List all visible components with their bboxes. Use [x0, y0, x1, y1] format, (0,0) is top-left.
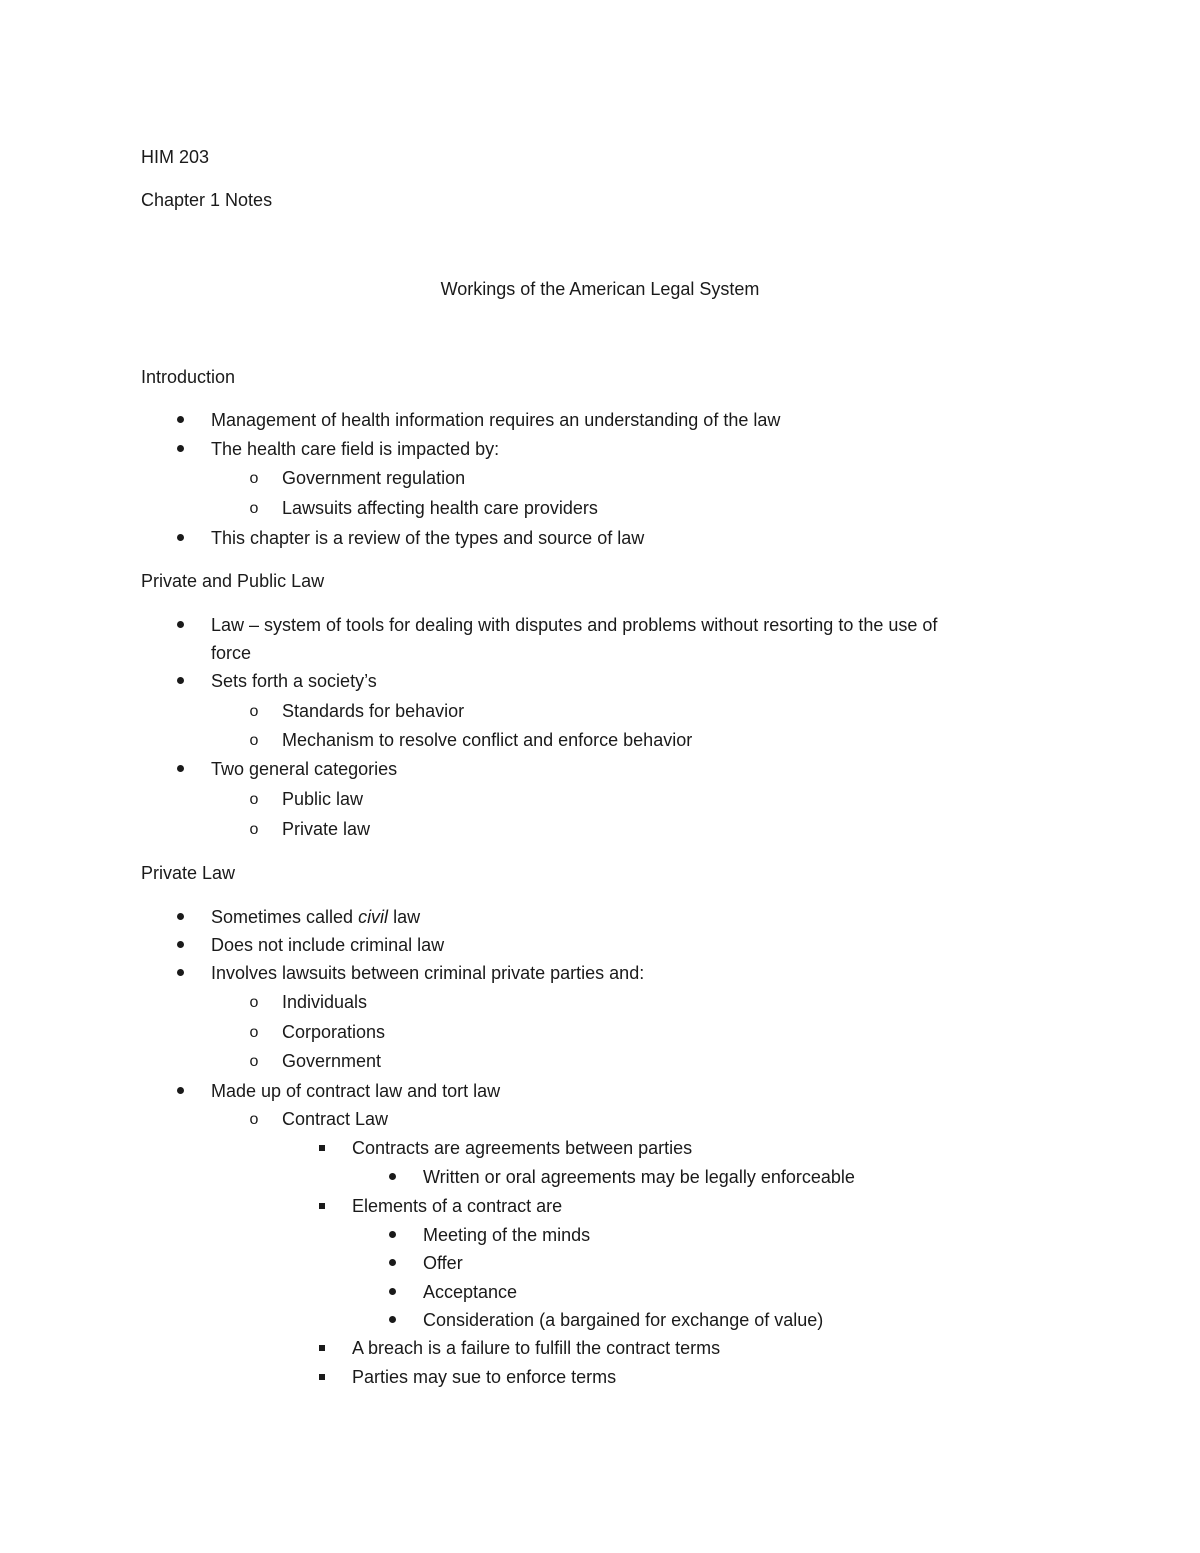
- bullet-icon: [172, 438, 188, 460]
- circle-bullet-icon: o: [249, 500, 259, 517]
- bullet-icon: [172, 527, 188, 549]
- circle-bullet-icon: o: [249, 791, 259, 808]
- list-item: Offer: [423, 1253, 463, 1273]
- list-item: Mechanism to resolve conflict and enforce behavior: [282, 730, 693, 750]
- list-item: Contract Law: [282, 1109, 389, 1129]
- list-item: The health care field is impacted by:: [211, 439, 500, 459]
- list-item: [211, 906, 420, 928]
- square-bullet-icon: [314, 1195, 330, 1217]
- square-bullet-icon: [314, 1337, 330, 1359]
- course-code: HIM 203: [141, 147, 210, 167]
- list-item: Elements of a contract are: [352, 1196, 563, 1216]
- list-item: Public law: [282, 789, 364, 809]
- circle-bullet-icon: o: [249, 1111, 259, 1128]
- list-item: Contracts are agreements between parties: [352, 1138, 693, 1158]
- list-item: Management of health information requires an understanding of the law: [211, 410, 781, 430]
- list-item: Law – system of tools for dealing with disputes and problems without resorting to the use of: [211, 615, 938, 635]
- circle-bullet-icon: o: [249, 470, 259, 487]
- bullet-icon: [172, 758, 188, 780]
- list-item: Lawsuits affecting health care providers: [282, 498, 598, 518]
- list-item: Private law: [282, 819, 371, 839]
- list-item-text: law: [388, 907, 421, 927]
- square-bullet-icon: [314, 1366, 330, 1388]
- bullet-icon: [384, 1252, 400, 1274]
- bullet-icon: [172, 906, 188, 928]
- list-item-continuation: force: [211, 643, 252, 663]
- bullet-icon: [384, 1166, 400, 1188]
- bullet-icon: [384, 1309, 400, 1331]
- circle-bullet-icon: o: [249, 732, 259, 749]
- bullet-icon: [172, 670, 188, 692]
- bullet-icon: [384, 1281, 400, 1303]
- list-item: Two general categories: [211, 759, 398, 779]
- page-title: Workings of the American Legal System: [440, 279, 760, 299]
- section-heading-private-law: Private Law: [141, 863, 236, 883]
- list-item: Government regulation: [282, 468, 466, 488]
- emphasis-text: civil: [358, 907, 389, 927]
- list-item: Meeting of the minds: [423, 1225, 591, 1245]
- list-item: Individuals: [282, 992, 368, 1012]
- list-item: Government: [282, 1051, 382, 1071]
- bullet-icon: [384, 1224, 400, 1246]
- list-item: This chapter is a review of the types and source of law: [211, 528, 645, 548]
- circle-bullet-icon: o: [249, 994, 259, 1011]
- chapter-subtitle: Chapter 1 Notes: [141, 190, 273, 210]
- list-item: Involves lawsuits between criminal private parties and:: [211, 963, 645, 983]
- bullet-icon: [172, 1080, 188, 1102]
- list-item: Parties may sue to enforce terms: [352, 1367, 617, 1387]
- list-item: Made up of contract law and tort law: [211, 1081, 501, 1101]
- section-heading-introduction: Introduction: [141, 367, 236, 387]
- circle-bullet-icon: o: [249, 1053, 259, 1070]
- section-heading-private-public: Private and Public Law: [141, 571, 325, 591]
- square-bullet-icon: [314, 1137, 330, 1159]
- bullet-icon: [172, 934, 188, 956]
- bullet-icon: [172, 962, 188, 984]
- bullet-icon: [172, 409, 188, 431]
- circle-bullet-icon: o: [249, 821, 259, 838]
- circle-bullet-icon: o: [249, 703, 259, 720]
- list-item: Does not include criminal law: [211, 935, 445, 955]
- list-item: Consideration (a bargained for exchange of value): [423, 1310, 824, 1330]
- bullet-icon: [172, 614, 188, 636]
- list-item-text: Sometimes called: [211, 907, 359, 927]
- list-item: Sets forth a society’s: [211, 671, 377, 691]
- list-item: Acceptance: [423, 1282, 518, 1302]
- list-item: Written or oral agreements may be legally enforceable: [423, 1167, 855, 1187]
- circle-bullet-icon: o: [249, 1024, 259, 1041]
- list-item: A breach is a failure to fulfill the contract terms: [352, 1338, 721, 1358]
- list-item: Standards for behavior: [282, 701, 465, 721]
- list-item: Corporations: [282, 1022, 386, 1042]
